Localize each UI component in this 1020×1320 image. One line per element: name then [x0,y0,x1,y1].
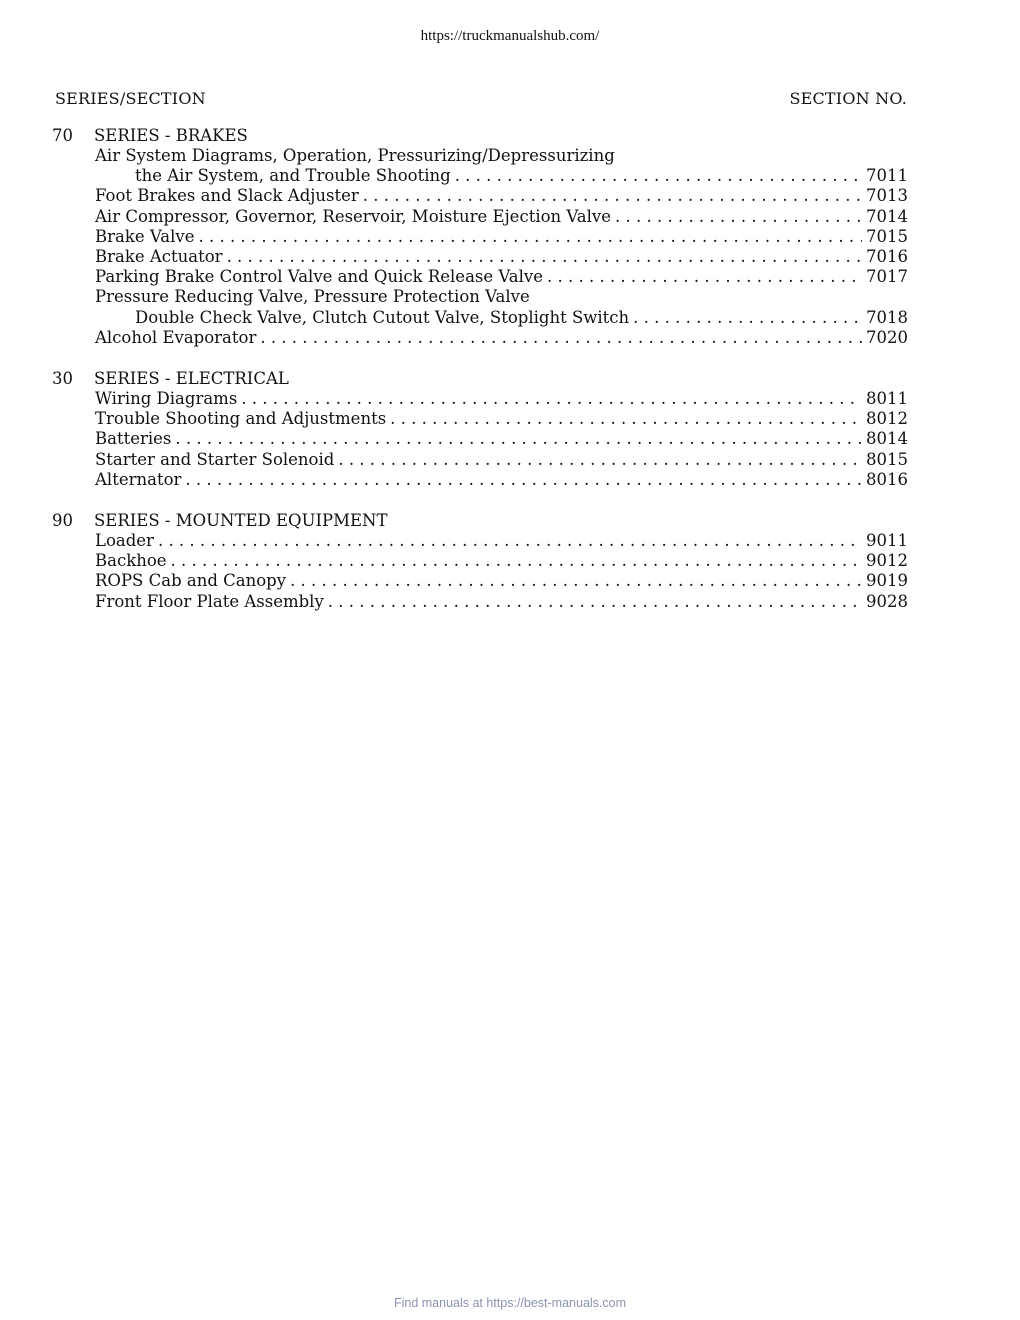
series-block-brakes [52,126,908,348]
toc-entry-code: 9011 [866,531,908,550]
toc-entry-code: 8016 [866,469,908,489]
dot-leader [171,551,862,571]
toc-entry-code: 8014 [866,429,908,449]
toc-entry [52,592,908,612]
toc-entry-label: Air System Diagrams, Operation, Pressurizing/Depressurizing [95,146,615,165]
toc-entry-code: 7015 [866,226,908,246]
dot-leader [185,470,862,490]
toc-entry-label: Loader [95,531,154,550]
series-heading [52,511,908,531]
toc-entry-label: Wiring Diagrams [95,389,238,408]
dot-leader [390,409,862,429]
toc-entry [52,389,908,409]
toc-entry-code: 8015 [866,449,908,469]
toc-entry-label: Parking Brake Control Valve and Quick Release Valve [95,267,543,287]
toc-entry-code: 9028 [866,591,908,611]
dot-leader [633,308,862,328]
toc-entry-code: 9019 [866,571,908,591]
series-heading [52,369,908,389]
toc-entry-code: 7016 [866,246,908,266]
toc-entry [52,287,908,307]
toc-entry-label: Trouble Shooting and Adjustments [95,409,387,429]
dot-leader [198,227,862,247]
series-title: SERIES - MOUNTED EQUIPMENT [94,511,388,530]
toc-entry-label: Batteries [95,429,172,449]
toc-entry [52,470,908,490]
dot-leader [338,450,862,470]
toc-entry-label: Pressure Reducing Valve, Pressure Protection Valve [95,287,530,307]
series-block-mounted-equipment [52,511,908,612]
toc-entry-label: Air Compressor, Governor, Reservoir, Moisture Ejection Valve [95,206,612,226]
toc-entry [52,328,908,348]
series-block-electrical [52,369,908,490]
toc-entry-code: 7020 [866,327,908,347]
footer-link[interactable]: Find manuals at https://best-manuals.com [393,1296,627,1310]
toc-entry-code: 7018 [866,307,908,327]
toc-entry-label: Alternator [95,469,182,489]
dot-leader [455,166,862,186]
toc-entry [52,551,908,571]
toc-entry-label: Backhoe [95,551,167,571]
toc-entry-code: 7014 [866,206,908,226]
toc-entry [52,186,908,206]
toc-entry-label: Double Check Valve, Clutch Cutout Valve, Stoplight Switch [135,307,630,327]
series-title: SERIES - BRAKES [94,126,248,145]
toc-entry-label: Brake Actuator [95,246,223,266]
series-number: 90 [52,511,73,530]
toc-entry-label: the Air System, and Trouble Shooting [135,166,451,186]
toc-entry-label: Foot Brakes and Slack Adjuster [95,186,359,206]
dot-leader [158,531,862,551]
toc-entry [52,146,908,166]
dot-leader [547,267,862,287]
dot-leader [363,186,862,206]
toc-entry [52,429,908,449]
toc-entry-code: 7013 [866,186,908,206]
toc-entry-code: 8011 [866,389,908,408]
toc-entry [52,571,908,591]
toc-entry-label: Alcohol Evaporator [95,327,257,347]
dot-leader [290,571,862,591]
toc-entry-label: ROPS Cab and Canopy [95,571,287,591]
toc-entry-code: 9012 [866,551,908,571]
toc-entry [52,409,908,429]
dot-leader [241,389,862,409]
toc-entry [52,207,908,227]
toc-entry [52,308,908,328]
toc-entry [52,531,908,551]
series-title: SERIES - ELECTRICAL [94,369,289,388]
column-header-section-no: SECTION NO. [789,89,907,108]
series-number: 70 [52,126,73,145]
toc-entry-label: Brake Valve [95,226,195,246]
toc-entry [52,247,908,267]
series-heading [52,126,908,146]
toc-entry [52,267,908,287]
header-url: https://truckmanualshub.com/ [420,28,600,44]
dot-leader [175,429,862,449]
column-header-series-section: SERIES/SECTION [55,89,206,108]
toc-entry [52,227,908,247]
dot-leader [227,247,862,267]
dot-leader [615,207,862,227]
dot-leader [328,592,862,612]
toc-entry-code: 7017 [866,267,908,287]
toc-entry-code: 8012 [866,409,908,429]
dot-leader [260,328,862,348]
series-number: 30 [52,369,73,388]
toc-entry [52,166,908,186]
toc-entry-label: Front Floor Plate Assembly [95,591,324,611]
toc-entry [52,450,908,470]
toc-entry-label: Starter and Starter Solenoid [95,449,335,469]
toc-entry-code: 7011 [866,166,908,186]
